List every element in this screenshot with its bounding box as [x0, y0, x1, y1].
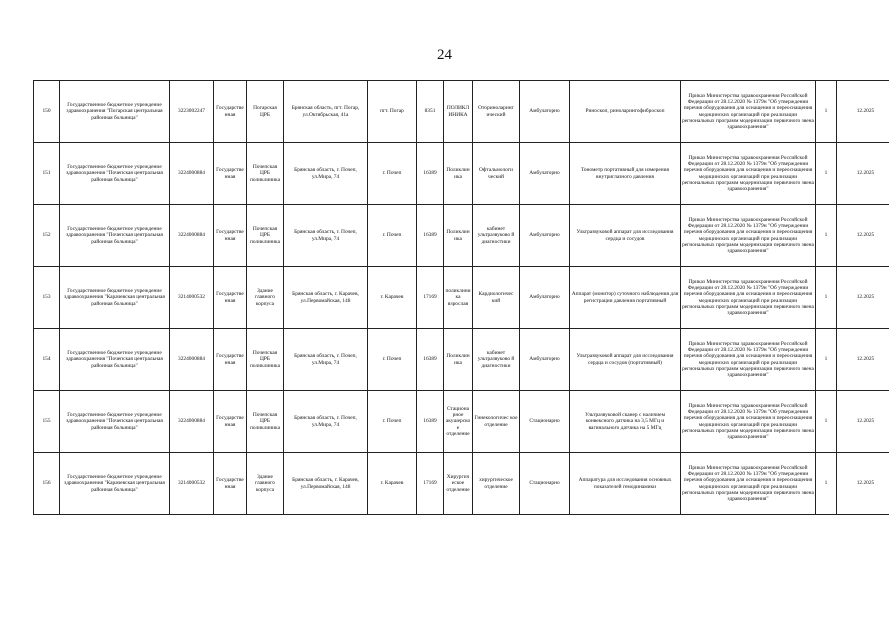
- address-cell: Брянская область, г. Почеп, ул.Мира, 74: [284, 329, 368, 391]
- row-number-cell: 155: [34, 391, 60, 453]
- row-number-cell: 153: [34, 267, 60, 329]
- quantity-cell: 1: [816, 453, 837, 515]
- conditions-cell: Амбулаторно: [520, 143, 570, 205]
- department-cell: Поликлин ика: [444, 205, 473, 267]
- code-cell: 3224000884: [170, 143, 214, 205]
- index-cell: 8351: [417, 81, 444, 143]
- department-cell: ПОЛИКЛ ИНИКА: [444, 81, 473, 143]
- code-cell: 3224000884: [170, 205, 214, 267]
- department-cell: Стациона рное акушерское отделение: [444, 391, 473, 453]
- code-cell: 3214000532: [170, 453, 214, 515]
- subdivision-cell: Погарская ЦРБ: [247, 81, 284, 143]
- equipment-cell: Аппаратура для исследования основных показателей гемодинамики: [570, 453, 681, 515]
- code-cell: 3223002247: [170, 81, 214, 143]
- room-cell: Офтальмологи ческий: [473, 143, 520, 205]
- conditions-cell: Стационарно: [520, 453, 570, 515]
- ownership-type-cell: Государстве нная: [214, 205, 247, 267]
- code-cell: 3224000884: [170, 391, 214, 453]
- locality-cell: г. Почеп: [368, 205, 417, 267]
- organization-cell: Государственное бюджетное учреждение здравоохранения "Почепская центральная районная больница": [60, 329, 170, 391]
- equipment-cell: Ультразвуковой аппарат для исследования сердца и сосудов (портативный): [570, 329, 681, 391]
- index-cell: 16389: [417, 205, 444, 267]
- table-row: [34, 81, 889, 143]
- quantity-cell: 1: [816, 267, 837, 329]
- table-row: [34, 391, 889, 453]
- row-number-cell: 151: [34, 143, 60, 205]
- quantity-cell: 1: [816, 329, 837, 391]
- equipment-cell: Ультразвуковой аппарат для исследования сердца и сосудов: [570, 205, 681, 267]
- address-cell: Брянская область, г. Почеп, ул.Мира, 74: [284, 205, 368, 267]
- conditions-cell: Амбулаторно: [520, 329, 570, 391]
- quantity-cell: 1: [816, 205, 837, 267]
- address-cell: Брянская область, г. Карачев, ул.Первомайская, 148: [284, 453, 368, 515]
- ownership-type-cell: Государстве нная: [214, 267, 247, 329]
- organization-cell: Государственное бюджетное учреждение здравоохранения "Карачевская центральная районная больница": [60, 267, 170, 329]
- ownership-type-cell: Государстве нная: [214, 81, 247, 143]
- deadline-cell: 12.2025: [837, 205, 889, 267]
- organization-cell: Государственное бюджетное учреждение здравоохранения "Карачевская центральная районная больница": [60, 453, 170, 515]
- room-cell: Гинекологичес кое отделение: [473, 391, 520, 453]
- legal-basis-cell: Приказ Министерства здравоохранения Российской Федерации от 28.12.2020 № 1379н "Об утверждении перечня оборудования для оснащения и переоснащения медицинских организаций при реализации региональных программ модернизации первичного звена здравоохранения": [681, 81, 816, 143]
- subdivision-cell: Здание главного корпуса: [247, 267, 284, 329]
- index-cell: 17169: [417, 453, 444, 515]
- index-cell: 16389: [417, 143, 444, 205]
- row-number-cell: 154: [34, 329, 60, 391]
- organization-cell: Государственное бюджетное учреждение здравоохранения "Почепская центральная районная больница": [60, 143, 170, 205]
- code-cell: 3224000884: [170, 329, 214, 391]
- organization-cell: Государственное бюджетное учреждение здравоохранения "Почепская центральная районная больница": [60, 205, 170, 267]
- legal-basis-cell: Приказ Министерства здравоохранения Российской Федерации от 28.12.2020 № 1379н "Об утверждении перечня оборудования для оснащения и переоснащения медицинских организаций при реализации региональных программ модернизации первичного звена здравоохранения": [681, 143, 816, 205]
- locality-cell: г. Почеп: [368, 143, 417, 205]
- locality-cell: г. Почеп: [368, 329, 417, 391]
- address-cell: Брянская область, г. Почеп, ул.Мира, 74: [284, 143, 368, 205]
- conditions-cell: Амбулаторно: [520, 267, 570, 329]
- legal-basis-cell: Приказ Министерства здравоохранения Российской Федерации от 28.12.2020 № 1379н "Об утверждении перечня оборудования для оснащения и переоснащения медицинских организаций при реализации региональных программ модернизации первичного звена здравоохранения": [681, 453, 816, 515]
- organization-cell: Государственное бюджетное учреждение здравоохранения "Погарская центральная районная больница": [60, 81, 170, 143]
- ownership-type-cell: Государстве нная: [214, 143, 247, 205]
- ownership-type-cell: Государстве нная: [214, 453, 247, 515]
- room-cell: хирургическое отделение: [473, 453, 520, 515]
- room-cell: Оториноларинг ический: [473, 81, 520, 143]
- deadline-cell: 12.2025: [837, 267, 889, 329]
- deadline-cell: 12.2025: [837, 143, 889, 205]
- equipment-table: [33, 80, 889, 515]
- deadline-cell: 12.2025: [837, 453, 889, 515]
- deadline-cell: 12.2025: [837, 391, 889, 453]
- room-cell: Кардиологичес кий: [473, 267, 520, 329]
- index-cell: 17169: [417, 267, 444, 329]
- quantity-cell: 1: [816, 143, 837, 205]
- deadline-cell: 12.2025: [837, 81, 889, 143]
- locality-cell: г. Карачев: [368, 267, 417, 329]
- legal-basis-cell: Приказ Министерства здравоохранения Российской Федерации от 28.12.2020 № 1379н "Об утверждении перечня оборудования для оснащения и переоснащения медицинских организаций при реализации региональных программ модернизации первичного звена здравоохранения": [681, 267, 816, 329]
- department-cell: поликлини ка взрослая: [444, 267, 473, 329]
- conditions-cell: Амбулаторно: [520, 81, 570, 143]
- subdivision-cell: Почепская ЦРБ поликлиника: [247, 143, 284, 205]
- conditions-cell: Амбулаторно: [520, 205, 570, 267]
- address-cell: Брянская область, пгт. Погар, ул.Октябрьская, 41а: [284, 81, 368, 143]
- legal-basis-cell: Приказ Министерства здравоохранения Российской Федерации от 28.12.2020 № 1379н "Об утверждении перечня оборудования для оснащения и переоснащения медицинских организаций при реализации региональных программ модернизации первичного звена здравоохранения": [681, 391, 816, 453]
- room-cell: кабинет ультразвуково й диагностики: [473, 329, 520, 391]
- room-cell: кабинет ультразвуково й диагностики: [473, 205, 520, 267]
- legal-basis-cell: Приказ Министерства здравоохранения Российской Федерации от 28.12.2020 № 1379н "Об утверждении перечня оборудования для оснащения и переоснащения медицинских организаций при реализации региональных программ модернизации первичного звена здравоохранения": [681, 329, 816, 391]
- equipment-cell: Риноскоп, риноларингофиброскоп: [570, 81, 681, 143]
- deadline-cell: 12.2025: [837, 329, 889, 391]
- department-cell: Поликлин ика: [444, 329, 473, 391]
- table-row: [34, 267, 889, 329]
- quantity-cell: 1: [816, 81, 837, 143]
- locality-cell: г. Карачев: [368, 453, 417, 515]
- subdivision-cell: Почепская ЦРБ поликлиника: [247, 391, 284, 453]
- subdivision-cell: Здание главного корпуса: [247, 453, 284, 515]
- quantity-cell: 1: [816, 391, 837, 453]
- table-row: [34, 143, 889, 205]
- locality-cell: г. Почеп: [368, 391, 417, 453]
- legal-basis-cell: Приказ Министерства здравоохранения Российской Федерации от 28.12.2020 № 1379н "Об утверждении перечня оборудования для оснащения и переоснащения медицинских организаций при реализации региональных программ модернизации первичного звена здравоохранения": [681, 205, 816, 267]
- equipment-cell: Тонометр портативный для измерения внутриглазного давления: [570, 143, 681, 205]
- row-number-cell: 156: [34, 453, 60, 515]
- code-cell: 3214000532: [170, 267, 214, 329]
- row-number-cell: 152: [34, 205, 60, 267]
- table-row: [34, 205, 889, 267]
- ownership-type-cell: Государстве нная: [214, 329, 247, 391]
- index-cell: 16389: [417, 329, 444, 391]
- locality-cell: пгт. Погар: [368, 81, 417, 143]
- conditions-cell: Стационарно: [520, 391, 570, 453]
- equipment-cell: Аппарат (монитор) суточного наблюдения для регистрации давления портативный: [570, 267, 681, 329]
- subdivision-cell: Почепская ЦРБ поликлиника: [247, 329, 284, 391]
- row-number-cell: 150: [34, 81, 60, 143]
- department-cell: Поликлин ика: [444, 143, 473, 205]
- ownership-type-cell: Государстве нная: [214, 391, 247, 453]
- address-cell: Брянская область, г. Карачев, ул.Первомайская, 148: [284, 267, 368, 329]
- address-cell: Брянская область, г. Почеп, ул.Мира, 74: [284, 391, 368, 453]
- table-row: [34, 453, 889, 515]
- page-number: 24: [437, 47, 452, 63]
- organization-cell: Государственное бюджетное учреждение здравоохранения "Почепская центральная районная больница": [60, 391, 170, 453]
- table-row: [34, 329, 889, 391]
- subdivision-cell: Почепская ЦРБ поликлиника: [247, 205, 284, 267]
- equipment-cell: Ультразвуковой сканер с наличием конвексного датчика на 3,5 МГц и вагинального датчика на 5 МГц: [570, 391, 681, 453]
- index-cell: 16389: [417, 391, 444, 453]
- department-cell: Хирургич еское отделение: [444, 453, 473, 515]
- table-body: [34, 81, 889, 515]
